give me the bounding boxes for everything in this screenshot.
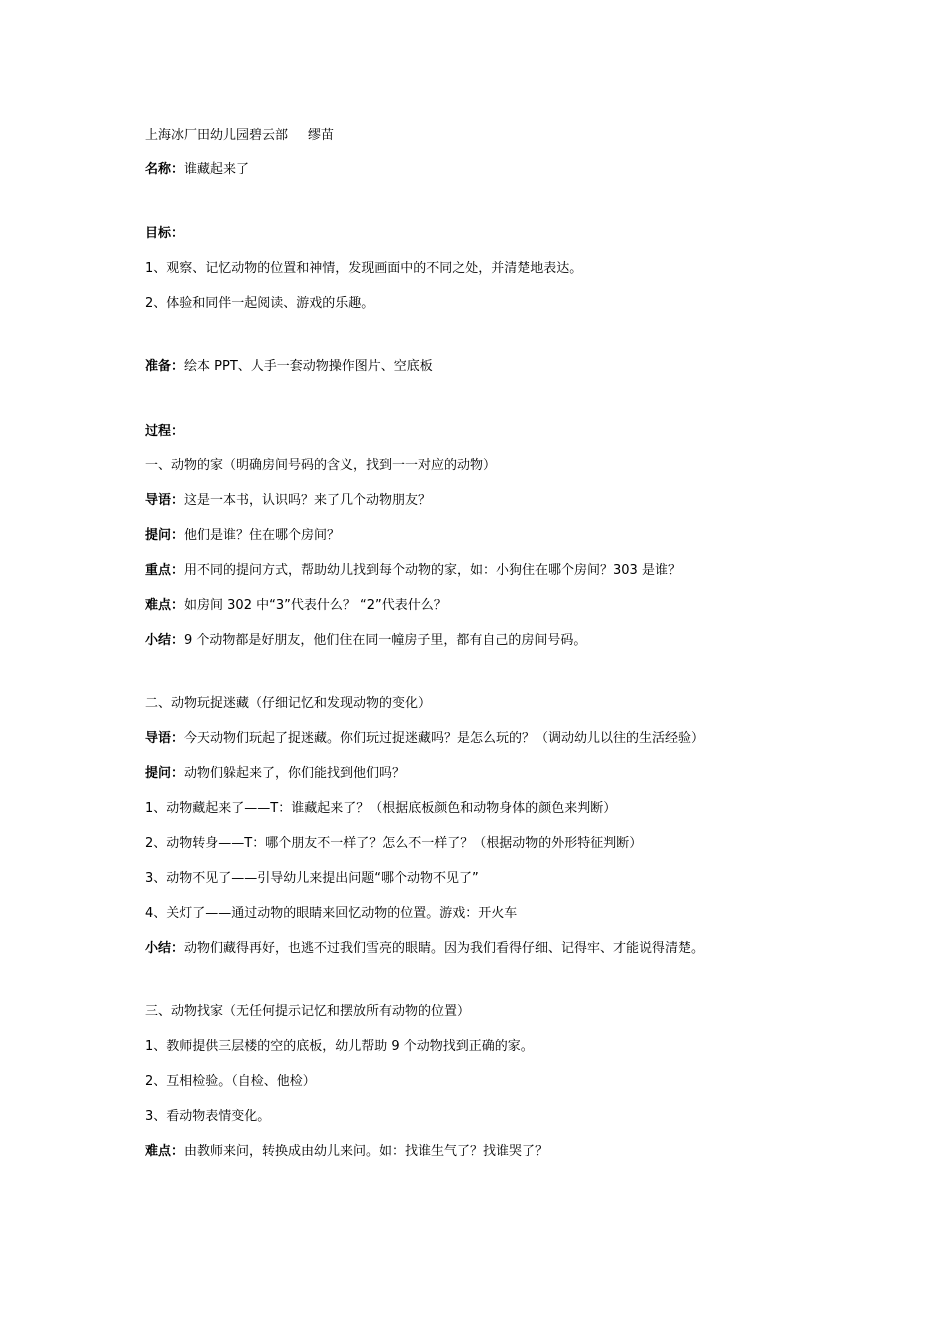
process-heading: 过程：: [145, 424, 185, 439]
prep-line: [145, 358, 433, 376]
name-value: 谁藏起来了: [184, 162, 250, 177]
line-label: 导语：: [145, 731, 185, 746]
line-text: 动物们躲起来了，你们能找到他们吗？: [184, 766, 406, 781]
part2-question: [145, 765, 405, 783]
part1-title: 一、动物的家（明确房间号码的含义，找到一一对应的动物）: [145, 458, 497, 473]
line-text: 用不同的提问方式，帮助幼儿找到每个动物的家，如：小狗住在哪个房间？303 是谁？: [184, 563, 681, 578]
part2-step: 3、动物不见了——引导幼儿来提出问题“哪个动物不见了”: [145, 871, 479, 886]
part1-line: [145, 562, 681, 580]
name-label: 名称：: [145, 162, 185, 177]
author-name: 缪苗: [308, 128, 335, 143]
goals-heading: 目标：: [145, 226, 185, 241]
line-text: 动物们藏得再好，也逃不过我们雪亮的眼睛。因为我们看得仔细、记得牢、才能说得清楚。: [184, 941, 705, 956]
part3-difficulty: [145, 1143, 548, 1161]
part1-line: [145, 632, 586, 650]
part3-step: 3、看动物表情变化。: [145, 1109, 271, 1124]
line-label: 提问：: [145, 528, 185, 543]
prep-label: 准备：: [145, 359, 185, 374]
line-label: 提问：: [145, 766, 185, 781]
line-label: 难点：: [145, 598, 185, 613]
line-label: 小结：: [145, 941, 185, 956]
goal-item: 2、体验和同伴一起阅读、游戏的乐趣。: [145, 296, 375, 311]
line-text: 如房间 302 中“3”代表什么？ “2”代表什么？: [184, 598, 447, 613]
part1-line: [145, 527, 340, 545]
line-label: 小结：: [145, 633, 185, 648]
name-line: [145, 161, 249, 179]
header-line: [145, 127, 334, 145]
part3-step: 2、互相检验。（自检、他检）: [145, 1074, 316, 1089]
part2-summary: [145, 940, 704, 958]
line-text: 他们是谁？住在哪个房间？: [184, 528, 341, 543]
line-label: 难点：: [145, 1144, 185, 1159]
part2-intro: [145, 730, 704, 748]
part2-step: 4、关灯了——通过动物的眼睛来回忆动物的位置。游戏：开火车: [145, 906, 518, 921]
part2-title: 二、动物玩捉迷藏（仔细记忆和发现动物的变化）: [145, 696, 432, 711]
part1-line: [145, 492, 431, 510]
line-text: 9 个动物都是好朋友，他们住在同一幢房子里，都有自己的房间号码。: [184, 633, 587, 648]
line-text: 由教师来问，转换成由幼儿来问。如：找谁生气了？找谁哭了？: [184, 1144, 549, 1159]
prep-value: 绘本 PPT、人手一套动物操作图片、空底板: [184, 359, 433, 374]
line-text: 今天动物们玩起了捉迷藏。你们玩过捉迷藏吗？是怎么玩的？（调动幼儿以往的生活经验）: [184, 731, 705, 746]
part1-line: [145, 597, 447, 615]
part2-step: 2、动物转身——T：哪个朋友不一样了？怎么不一样了？（根据动物的外形特征判断）: [145, 836, 643, 851]
part3-step: 1、教师提供三层楼的空的底板，幼儿帮助 9 个动物找到正确的家。: [145, 1039, 534, 1054]
line-text: 这是一本书，认识吗？来了几个动物朋友？: [184, 493, 432, 508]
part2-step: 1、动物藏起来了——T：谁藏起来了？（根据底板颜色和动物身体的颜色来判断）: [145, 801, 617, 816]
line-label: 导语：: [145, 493, 185, 508]
part3-title: 三、动物找家（无任何提示记忆和摆放所有动物的位置）: [145, 1004, 471, 1019]
line-label: 重点：: [145, 563, 185, 578]
school-name: 上海冰厂田幼儿园碧云部: [145, 128, 289, 143]
goal-item: 1、观察、记忆动物的位置和神情，发现画面中的不同之处，并清楚地表达。: [145, 261, 583, 276]
